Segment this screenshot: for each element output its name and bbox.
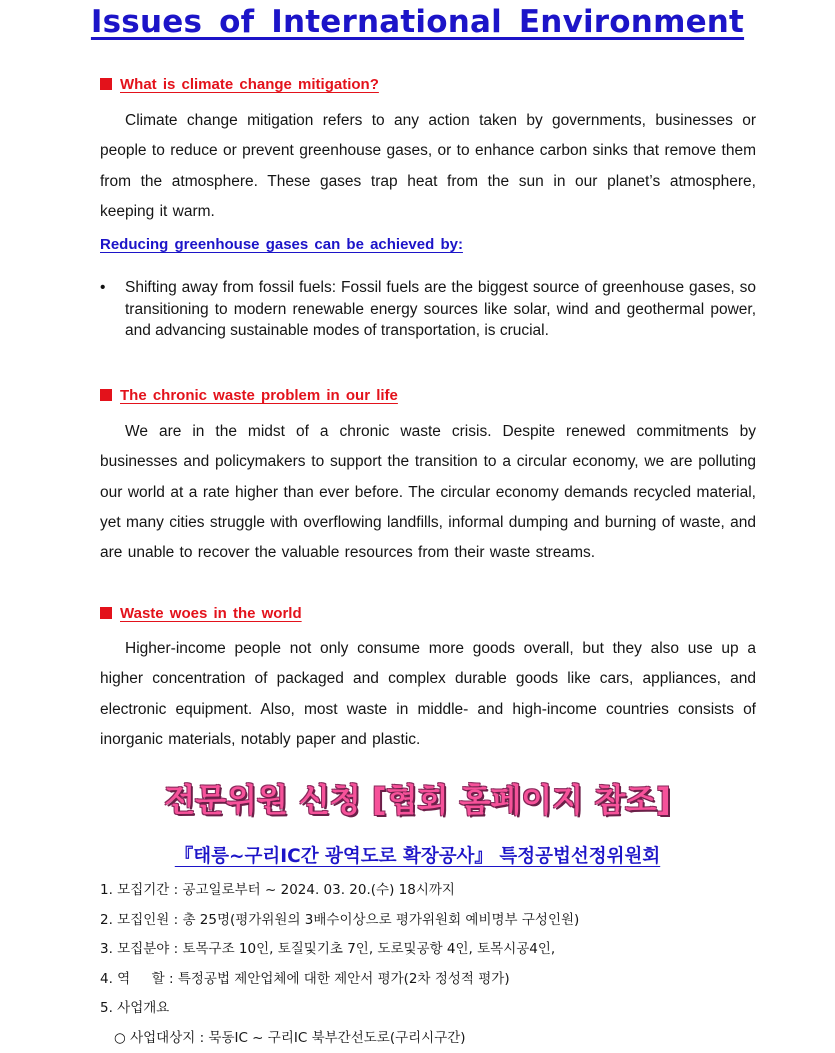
- paragraph-mitigation: Climate change mitigation refers to any action taken by governments, businesses or people to reduce or prevent greenhouse gases, or to enhance carbon sinks that remove them from the atmosphere. These gases trap heat from the sun in our planet’s atmosphere, keeping it warm.: [100, 106, 756, 227]
- red-square-icon: [100, 389, 112, 401]
- bullet-item-fossil-fuels: Shifting away from fossil fuels: Fossil fuels are the biggest source of greenhouse gases, so transitioning to modern renewable energy sources like solar, wind and geothermal power, and advancing sustainable modes of transportation, is crucial.: [125, 277, 756, 342]
- korean-list-item: 2. 모집인원 : 총 25명(평가위원의 3배수이상으로 평가위원회 예비명부 구성인원): [100, 906, 760, 936]
- korean-list-item: 3. 모집분야 : 토목구조 10인, 토질및기초 7인, 도로및공항 4인, 토목시공4인,: [100, 935, 760, 965]
- subheading-reducing: Reducing greenhouse gases can be achieved by:: [100, 236, 463, 253]
- korean-list-item: 1. 모집기간 : 공고일로부터 ~ 2024. 03. 20.(수) 18시까지: [100, 876, 760, 906]
- bullet-list: [100, 277, 756, 342]
- paragraph-waste: We are in the midst of a chronic waste crisis. Despite renewed commitments by businesses and policymakers to support the transition to a circular economy, we are polluting our world at a rate higher than ever before. The circular economy demands recycled material, yet many cities struggle with overflowing landfills, informal dumping and burning of waste, and are unable to recover the valuable resources from their waste streams.: [100, 417, 756, 568]
- section-heading-waste: [100, 387, 398, 404]
- paragraph-woes: Higher-income people not only consume more goods overall, but they also use up a higher concentration of packaged and complex durable goods like cars, appliances, and electronic equipment. Also, most waste in middle- and high-income countries consists of inorganic materials, notably paper and plastic.: [100, 634, 756, 755]
- korean-list-item: 5. 사업개요: [100, 994, 760, 1024]
- korean-list-item: 4. 역 할 : 특정공법 제안업체에 대한 제안서 평가(2차 정성적 평가): [100, 965, 760, 995]
- bullet-dot-icon: •: [100, 277, 105, 299]
- document-title: Issues of International Environment: [0, 4, 835, 40]
- section-heading-woes: [100, 605, 302, 622]
- korean-list-subitem: ○ 사업대상지 : 묵동IC ~ 구리IC 북부간선도로(구리시구간): [100, 1024, 760, 1053]
- red-square-icon: [100, 607, 112, 619]
- korean-subtitle: 『태릉~구리IC간 광역도로 확장공사』 특정공법선정위원회: [0, 842, 835, 868]
- section-heading-woes-text: Waste woes in the world: [120, 605, 302, 622]
- korean-banner: 전문위원 신청 [협회 홈페이지 참조]: [0, 775, 835, 821]
- section-heading-mitigation-text: What is climate change mitigation?: [120, 76, 379, 93]
- korean-list: [100, 876, 760, 1053]
- red-square-icon: [100, 78, 112, 90]
- section-heading-mitigation: [100, 76, 379, 93]
- section-heading-waste-text: The chronic waste problem in our life: [120, 387, 398, 404]
